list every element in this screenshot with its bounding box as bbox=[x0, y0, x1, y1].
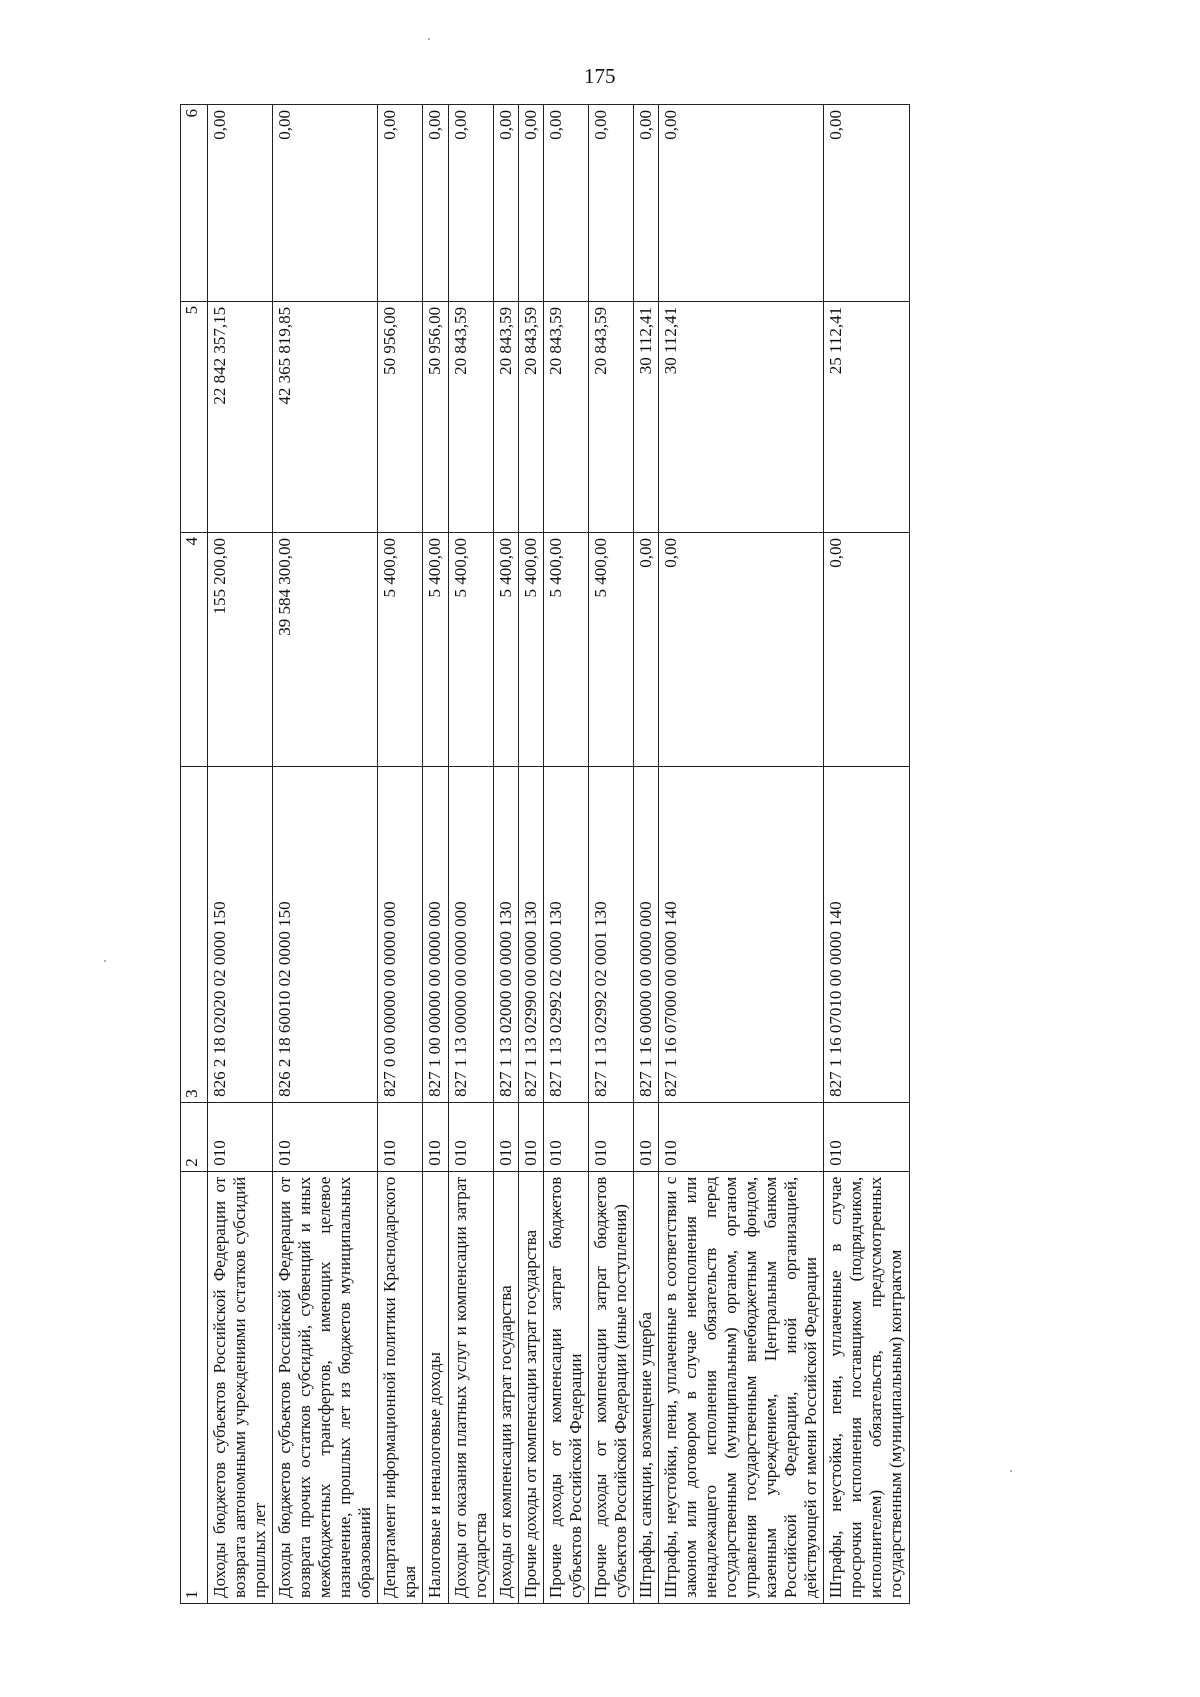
row-name-cell: Доходы бюджетов субъектов Российской Федерации от возврата прочих остатков субсидий, субвенций и иных межбюджетных трансфертов, имеющих целевое назначение, прошлых лет из бюджетов муниципальных образований bbox=[273, 1171, 378, 1603]
budget-revenue-table bbox=[180, 104, 910, 1604]
row-amount-col5: 25 112,41 bbox=[824, 301, 909, 532]
table-row bbox=[208, 105, 273, 1604]
row-amount-col6: 0,00 bbox=[633, 105, 658, 302]
row-amount-col6: 0,00 bbox=[588, 105, 633, 302]
row-code-cell: 010 bbox=[493, 1102, 518, 1171]
row-amount-col4: 155 200,00 bbox=[208, 533, 273, 767]
table-row bbox=[378, 105, 423, 1604]
table-row bbox=[423, 105, 448, 1604]
row-amount-col6: 0,00 bbox=[518, 105, 543, 302]
row-amount-col6: 0,00 bbox=[543, 105, 588, 302]
page-number: 175 bbox=[584, 64, 616, 88]
row-kbk-cell: 827 1 00 00000 00 0000 000 bbox=[423, 767, 448, 1103]
table-row bbox=[273, 105, 378, 1604]
table-row bbox=[658, 105, 823, 1604]
row-amount-col4: 0,00 bbox=[824, 533, 909, 767]
row-kbk-cell: 827 1 16 07000 00 0000 140 bbox=[658, 767, 823, 1103]
row-amount-col4: 5 400,00 bbox=[543, 533, 588, 767]
row-amount-col6: 0,00 bbox=[208, 105, 273, 302]
scan-speck bbox=[1010, 1470, 1012, 1472]
row-code-cell: 010 bbox=[588, 1102, 633, 1171]
row-amount-col5: 50 956,00 bbox=[378, 301, 423, 532]
row-name-cell: Прочие доходы от компенсации затрат государства bbox=[518, 1171, 543, 1603]
row-amount-col6: 0,00 bbox=[493, 105, 518, 302]
row-amount-col5: 20 843,59 bbox=[448, 301, 493, 532]
row-amount-col4: 5 400,00 bbox=[423, 533, 448, 767]
row-amount-col6: 0,00 bbox=[423, 105, 448, 302]
row-kbk-cell: 827 1 16 07010 00 0000 140 bbox=[824, 767, 909, 1103]
table-row bbox=[543, 105, 588, 1604]
rotated-table-container bbox=[180, 104, 1150, 1604]
row-kbk-cell: 827 1 13 02990 00 0000 130 bbox=[518, 767, 543, 1103]
row-amount-col5: 22 842 357,15 bbox=[208, 301, 273, 532]
row-amount-col6: 0,00 bbox=[273, 105, 378, 302]
row-kbk-cell: 827 0 00 00000 00 0000 000 bbox=[378, 767, 423, 1103]
column-header-5: 5 bbox=[181, 301, 208, 532]
row-amount-col4: 39 584 300,00 bbox=[273, 533, 378, 767]
row-kbk-cell: 827 1 13 02992 02 0001 130 bbox=[588, 767, 633, 1103]
row-amount-col5: 42 365 819,85 bbox=[273, 301, 378, 532]
row-amount-col4: 5 400,00 bbox=[378, 533, 423, 767]
row-code-cell: 010 bbox=[448, 1102, 493, 1171]
row-name-cell: Штрафы, неустойки, пени, уплаченные в случае просрочки исполнения поставщиком (подрядчиком, исполнителем) обязательств, предусмотренных государственным (муниципальным) контрактом bbox=[824, 1171, 909, 1603]
row-code-cell: 010 bbox=[824, 1102, 909, 1171]
row-kbk-cell: 827 1 16 00000 00 0000 000 bbox=[633, 767, 658, 1103]
row-amount-col5: 30 112,41 bbox=[658, 301, 823, 532]
row-kbk-cell: 826 2 18 02020 02 0000 150 bbox=[208, 767, 273, 1103]
row-amount-col4: 0,00 bbox=[633, 533, 658, 767]
row-code-cell: 010 bbox=[423, 1102, 448, 1171]
table-row bbox=[588, 105, 633, 1604]
column-header-2: 2 bbox=[181, 1102, 208, 1171]
row-kbk-cell: 827 1 13 02000 00 0000 130 bbox=[493, 767, 518, 1103]
row-amount-col6: 0,00 bbox=[448, 105, 493, 302]
row-amount-col5: 50 956,00 bbox=[423, 301, 448, 532]
row-amount-col5: 30 112,41 bbox=[633, 301, 658, 532]
row-amount-col5: 20 843,59 bbox=[588, 301, 633, 532]
table-body bbox=[208, 105, 910, 1604]
row-code-cell: 010 bbox=[518, 1102, 543, 1171]
row-amount-col6: 0,00 bbox=[824, 105, 909, 302]
row-amount-col4: 0,00 bbox=[658, 533, 823, 767]
row-code-cell: 010 bbox=[633, 1102, 658, 1171]
table-row bbox=[633, 105, 658, 1604]
scan-speck bbox=[428, 38, 430, 40]
row-name-cell: Доходы бюджетов субъектов Российской Федерации от возврата автономными учреждениями остатков субсидий прошлых лет bbox=[208, 1171, 273, 1603]
row-amount-col4: 5 400,00 bbox=[518, 533, 543, 767]
row-name-cell: Штрафы, санкции, возмещение ущерба bbox=[633, 1171, 658, 1603]
row-code-cell: 010 bbox=[378, 1102, 423, 1171]
row-kbk-cell: 827 1 13 00000 00 0000 000 bbox=[448, 767, 493, 1103]
row-code-cell: 010 bbox=[273, 1102, 378, 1171]
row-amount-col4: 5 400,00 bbox=[588, 533, 633, 767]
row-amount-col6: 0,00 bbox=[378, 105, 423, 302]
row-name-cell: Доходы от компенсации затрат государства bbox=[493, 1171, 518, 1603]
row-kbk-cell: 827 1 13 02992 02 0000 130 bbox=[543, 767, 588, 1103]
row-code-cell: 010 bbox=[543, 1102, 588, 1171]
table-row bbox=[448, 105, 493, 1604]
column-header-6: 6 bbox=[181, 105, 208, 302]
column-header-3: 3 bbox=[181, 767, 208, 1103]
row-name-cell: Прочие доходы от компенсации затрат бюджетов субъектов Российской Федерации bbox=[543, 1171, 588, 1603]
row-amount-col4: 5 400,00 bbox=[448, 533, 493, 767]
row-code-cell: 010 bbox=[658, 1102, 823, 1171]
row-amount-col6: 0,00 bbox=[658, 105, 823, 302]
row-name-cell: Департамент информационной политики Краснодарского края bbox=[378, 1171, 423, 1603]
row-amount-col5: 20 843,59 bbox=[493, 301, 518, 532]
column-header-1: 1 bbox=[181, 1171, 208, 1603]
row-amount-col5: 20 843,59 bbox=[518, 301, 543, 532]
row-code-cell: 010 bbox=[208, 1102, 273, 1171]
row-name-cell: Прочие доходы от компенсации затрат бюджетов субъектов Российской Федерации (иные поступления) bbox=[588, 1171, 633, 1603]
table-row bbox=[493, 105, 518, 1604]
column-number-row bbox=[181, 105, 208, 1604]
row-amount-col5: 20 843,59 bbox=[543, 301, 588, 532]
table-row bbox=[518, 105, 543, 1604]
column-header-4: 4 bbox=[181, 533, 208, 767]
row-name-cell: Налоговые и неналоговые доходы bbox=[423, 1171, 448, 1603]
row-amount-col4: 5 400,00 bbox=[493, 533, 518, 767]
row-kbk-cell: 826 2 18 60010 02 0000 150 bbox=[273, 767, 378, 1103]
row-name-cell: Штрафы, неустойки, пени, уплаченные в соответствии с законом или договором в случае неисполнения или ненадлежащего исполнения обязательств перед государственным (муниципальным) органом, органом управления государственным внебюджетным фондом, казенным учреждением, Центральным банком Российской Федерации, иной организацией, действующей от имени Российской Федерации bbox=[658, 1171, 823, 1603]
table-row bbox=[824, 105, 909, 1604]
row-name-cell: Доходы от оказания платных услуг и компенсации затрат государства bbox=[448, 1171, 493, 1603]
scan-speck bbox=[104, 960, 106, 962]
